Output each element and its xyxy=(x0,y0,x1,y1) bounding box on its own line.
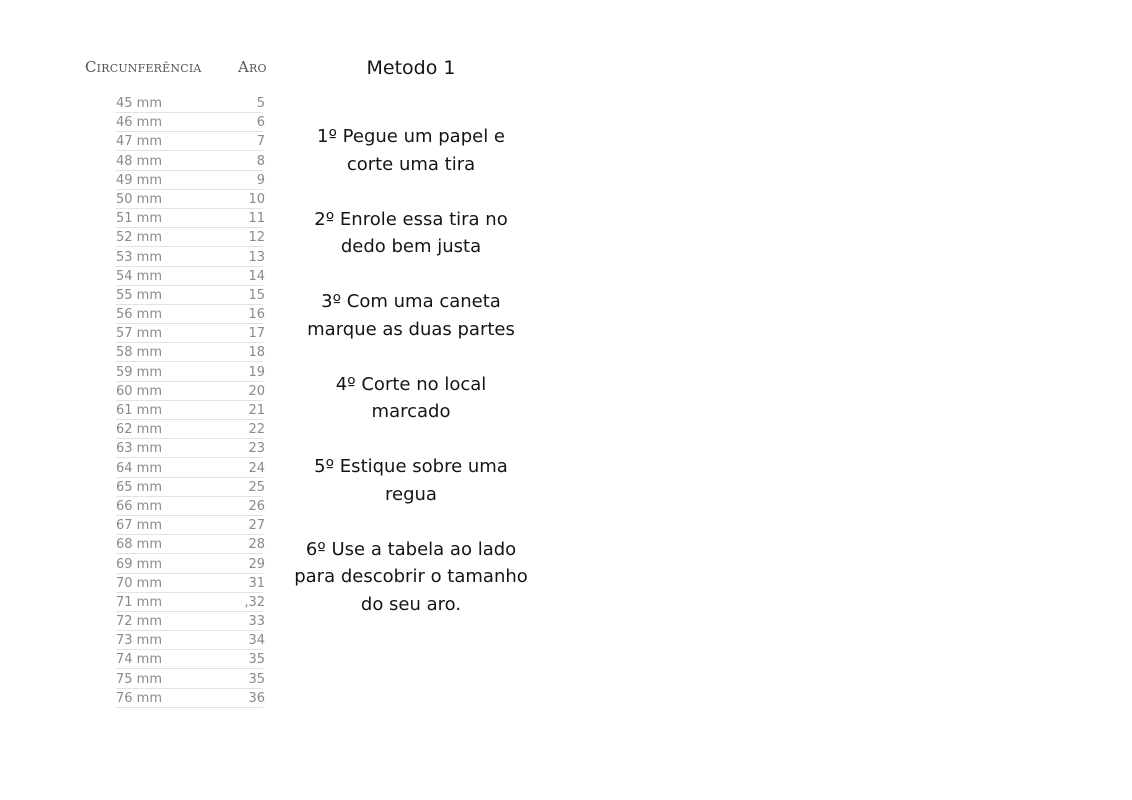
table-row xyxy=(80,191,280,210)
circunferencia-value: 61 mm xyxy=(116,403,163,418)
table-row xyxy=(80,651,280,670)
table-row xyxy=(80,517,280,536)
aro-value: 12 xyxy=(248,230,265,246)
aro-value: 25 xyxy=(248,479,265,495)
row-divider xyxy=(116,150,263,151)
method-step xyxy=(280,123,542,178)
table-row xyxy=(80,613,280,632)
circunferencia-value: 53 mm xyxy=(116,249,163,265)
table-row xyxy=(80,479,280,498)
circunferencia-value: 50 mm xyxy=(116,191,163,207)
aro-value: 26 xyxy=(248,498,265,514)
row-divider xyxy=(116,400,263,401)
method-step xyxy=(280,288,542,343)
method-step xyxy=(280,536,542,619)
table-row xyxy=(80,172,280,191)
circunferencia-value: 69 mm xyxy=(116,556,163,572)
table-row xyxy=(80,498,280,517)
table-row xyxy=(80,440,280,459)
column-header-aro: Aro xyxy=(238,58,267,76)
step-text-line: corte uma tira xyxy=(346,153,476,175)
circunferencia-value: 63 mm xyxy=(116,441,163,457)
table-row xyxy=(80,344,280,363)
circunferencia-value: 74 mm xyxy=(116,652,163,668)
method-steps xyxy=(280,123,542,618)
step-text-line: dedo bem justa xyxy=(340,236,482,257)
row-divider xyxy=(116,707,263,708)
row-divider xyxy=(116,208,263,209)
aro-value: 24 xyxy=(248,460,265,476)
circunferencia-value: 49 mm xyxy=(116,172,163,188)
row-divider xyxy=(116,688,263,689)
circunferencia-value: 73 mm xyxy=(116,633,163,649)
aro-value: 21 xyxy=(248,403,265,418)
row-divider xyxy=(116,246,263,247)
table-row xyxy=(80,325,280,344)
step-text-line: 5º Estique sobre uma xyxy=(314,456,508,477)
aro-value: 11 xyxy=(248,211,265,227)
row-divider xyxy=(116,515,263,516)
table-row xyxy=(80,249,280,268)
row-divider xyxy=(116,304,263,305)
step-text-line: 1º Pegue um papel e xyxy=(317,126,505,147)
aro-value: 31 xyxy=(248,575,265,591)
aro-value: 6 xyxy=(256,115,265,131)
circunferencia-value: 62 mm xyxy=(116,422,163,438)
row-divider xyxy=(116,534,263,535)
row-divider xyxy=(116,668,263,669)
circunferencia-value: 76 mm xyxy=(116,690,163,706)
row-divider xyxy=(116,112,263,113)
aro-value: 20 xyxy=(248,383,265,399)
step-text-line: 6º Use a tabela ao lado xyxy=(305,538,517,560)
circunferencia-value: 67 mm xyxy=(116,518,163,534)
circunferencia-value: 52 mm xyxy=(116,230,163,246)
method-panel xyxy=(280,55,542,646)
circunferencia-value: 66 mm xyxy=(116,498,163,514)
step-text-line: 2º Enrole essa tira no xyxy=(314,208,508,230)
table-row xyxy=(80,153,280,172)
aro-value: 5 xyxy=(256,96,265,111)
circunferencia-value: 59 mm xyxy=(116,364,163,380)
row-divider xyxy=(116,342,263,343)
step-text-line: 3º Com uma caneta xyxy=(321,291,501,312)
aro-value: 22 xyxy=(248,422,265,438)
row-divider xyxy=(116,285,263,286)
aro-value: 17 xyxy=(248,326,265,342)
row-divider xyxy=(116,649,263,650)
aro-value: 34 xyxy=(248,633,265,649)
aro-value: 36 xyxy=(248,690,265,706)
table-row xyxy=(80,306,280,325)
circunferencia-value: 47 mm xyxy=(116,134,163,150)
row-divider xyxy=(116,381,263,382)
table-row xyxy=(80,690,280,709)
row-divider xyxy=(116,611,263,612)
table-row xyxy=(80,114,280,133)
method-step xyxy=(280,371,542,426)
table-rows xyxy=(80,95,280,709)
step-text-line: regua xyxy=(385,483,437,505)
circunferencia-value: 64 mm xyxy=(116,460,163,476)
method-step xyxy=(280,206,542,261)
circunferencia-value: 56 mm xyxy=(116,307,163,323)
row-divider xyxy=(116,573,263,574)
row-divider xyxy=(116,592,263,593)
row-divider xyxy=(116,170,263,171)
row-divider xyxy=(116,361,263,362)
table-row xyxy=(80,460,280,479)
row-divider xyxy=(116,266,263,267)
circunferencia-value: 65 mm xyxy=(116,479,163,495)
step-text-line: do seu aro. xyxy=(360,593,462,615)
circunferencia-value: 51 mm xyxy=(116,211,163,227)
aro-value: 18 xyxy=(248,345,265,361)
aro-value: 16 xyxy=(248,307,265,323)
circunferencia-value: 68 mm xyxy=(116,537,163,553)
aro-value: 35 xyxy=(248,652,265,668)
circunferencia-value: 54 mm xyxy=(116,268,163,284)
step-text-line: 4º Corte no local xyxy=(335,373,487,395)
aro-value: 14 xyxy=(248,268,265,284)
aro-value: ,32 xyxy=(244,594,265,610)
circunferencia-value: 46 mm xyxy=(116,115,163,131)
table-row xyxy=(80,383,280,402)
aro-value: 8 xyxy=(256,153,265,169)
circunferencia-value: 55 mm xyxy=(116,287,163,303)
table-row xyxy=(80,287,280,306)
table-row xyxy=(80,229,280,248)
row-divider xyxy=(116,438,263,439)
table-row xyxy=(80,268,280,287)
table-row xyxy=(80,556,280,575)
column-header-circunferencia: Circunferência xyxy=(85,58,202,76)
circunferencia-value: 72 mm xyxy=(116,614,163,630)
table-row xyxy=(80,671,280,690)
table-row xyxy=(80,95,280,114)
circunferencia-value: 71 mm xyxy=(116,594,163,610)
table-row xyxy=(80,632,280,651)
table-row xyxy=(80,536,280,555)
row-divider xyxy=(116,496,263,497)
circunferencia-value: 57 mm xyxy=(116,326,163,342)
circunferencia-value: 48 mm xyxy=(116,153,163,169)
circunferencia-value: 45 mm xyxy=(116,96,163,111)
aro-value: 13 xyxy=(248,249,265,265)
table-row xyxy=(80,364,280,383)
table-row xyxy=(80,402,280,421)
row-divider xyxy=(116,131,263,132)
aro-value: 7 xyxy=(256,134,265,150)
aro-value: 27 xyxy=(248,518,265,534)
aro-value: 15 xyxy=(248,287,265,303)
row-divider xyxy=(116,457,263,458)
aro-value: 33 xyxy=(248,614,265,630)
row-divider xyxy=(116,419,263,420)
row-divider xyxy=(116,477,263,478)
circunferencia-value: 60 mm xyxy=(116,383,163,399)
method-step xyxy=(280,453,542,508)
table-row xyxy=(80,575,280,594)
row-divider xyxy=(116,630,263,631)
table-row xyxy=(80,594,280,613)
circunferencia-value: 58 mm xyxy=(116,345,163,361)
aro-value: 29 xyxy=(248,556,265,572)
row-divider xyxy=(116,227,263,228)
aro-value: 19 xyxy=(248,364,265,380)
row-divider xyxy=(116,189,263,190)
step-text-line: marque as duas partes xyxy=(307,318,515,340)
step-text-line: para descobrir o tamanho xyxy=(294,566,528,587)
aro-value: 10 xyxy=(248,191,265,207)
aro-value: 9 xyxy=(256,172,265,188)
aro-value: 23 xyxy=(248,441,265,457)
circunferencia-value: 70 mm xyxy=(116,575,163,591)
circunferencia-value: 75 mm xyxy=(116,671,163,687)
row-divider xyxy=(116,553,263,554)
table-row xyxy=(80,421,280,440)
method-title: Metodo 1 xyxy=(366,57,456,79)
row-divider xyxy=(116,323,263,324)
step-text-line: marcado xyxy=(371,401,451,422)
aro-value: 35 xyxy=(248,671,265,687)
table-row xyxy=(80,210,280,229)
aro-value: 28 xyxy=(248,537,265,553)
table-row xyxy=(80,133,280,152)
